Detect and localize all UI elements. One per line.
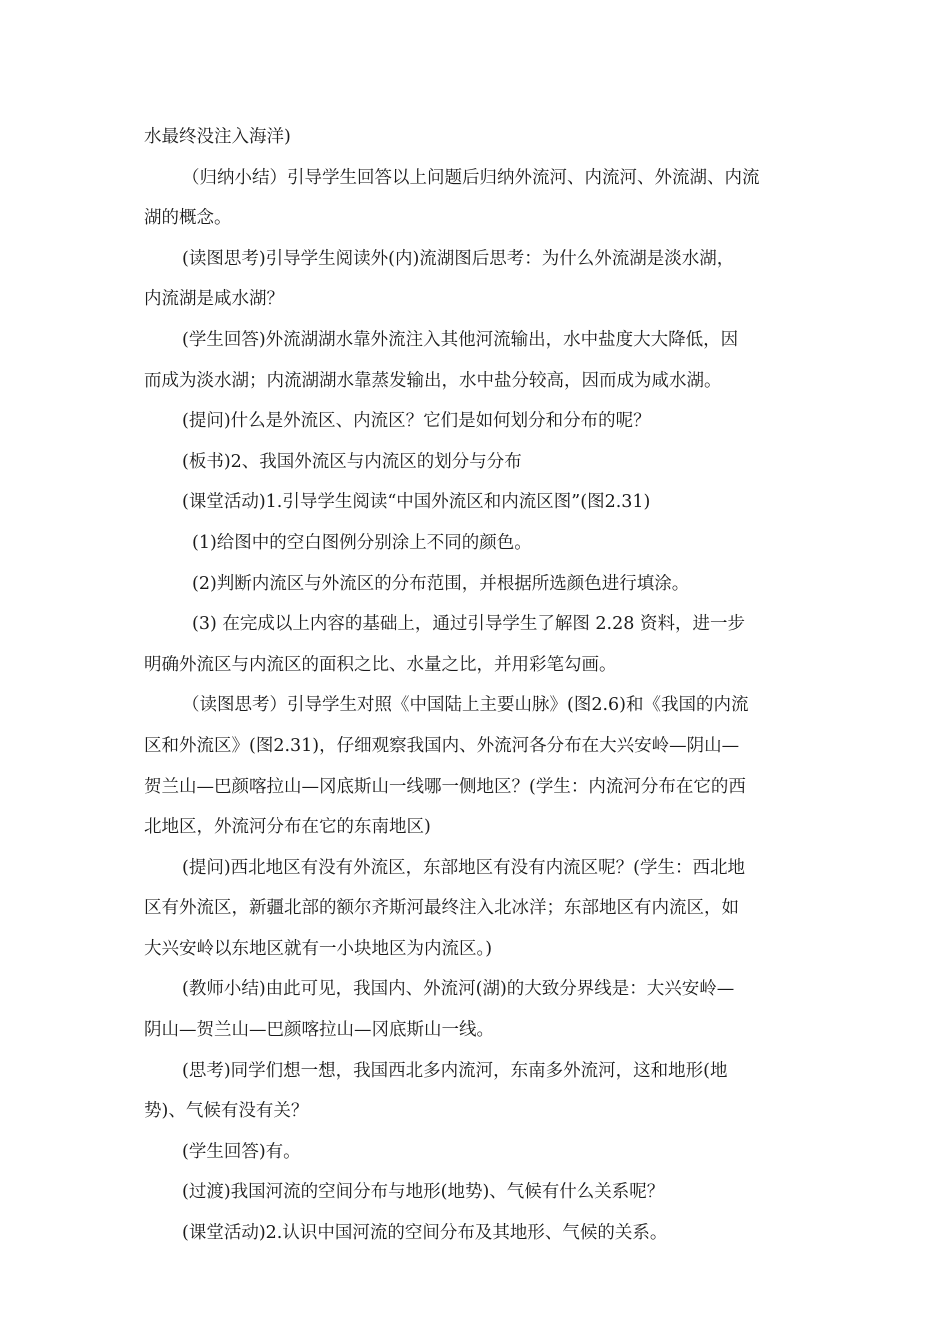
text-line-27: (过渡)我国河流的空间分布与地形(地势)、气候有什么关系呢？ [182, 1182, 665, 1203]
text-line-25: 势)、气候有没有关？ [144, 1101, 309, 1122]
text-line-2: （归纳小结）引导学生回答以上问题后归纳外流河、内流河、外流湖、内流 [182, 167, 760, 188]
text-line-15: （读图思考）引导学生对照《中国陆上主要山脉》(图2.6)和《我国的内流 [182, 695, 749, 716]
text-line-24: (思考)同学们想一想，我国西北多内流河，东南多外流河，这和地形(地 [182, 1060, 728, 1081]
text-line-19: (提问)西北地区有没有外流区，东部地区有没有内流区呢？(学生：西北地 [182, 857, 745, 878]
text-line-4: (读图思考)引导学生阅读外(内)流湖图后思考：为什么外流湖是淡水湖， [182, 248, 735, 269]
text-line-9: (板书)2、我国外流区与内流区的划分与分布 [182, 451, 522, 472]
text-line-28: (课堂活动)2.认识中国河流的空间分布及其地形、气候的关系。 [182, 1223, 668, 1244]
text-line-10: (课堂活动)1.引导学生阅读“中国外流区和内流区图”(图2.31) [182, 492, 651, 513]
text-line-18: 北地区，外流河分布在它的东南地区) [144, 817, 431, 838]
document-body [144, 122, 810, 1259]
text-line-3: 湖的概念。 [144, 208, 232, 229]
text-line-21: 大兴安岭以东地区就有一小块地区为内流区。) [144, 938, 493, 959]
text-line-22: (教师小结)由此可见，我国内、外流河(湖)的大致分界线是：大兴安岭— [182, 979, 735, 1000]
text-line-20: 区有外流区，新疆北部的额尔齐斯河最终注入北冰洋；东部地区有内流区，如 [144, 898, 739, 919]
text-line-11: (1)给图中的空白图例分别涂上不同的颜色。 [192, 532, 532, 553]
text-line-23: 阴山—贺兰山—巴颜喀拉山—冈底斯山一线。 [144, 1020, 494, 1041]
text-line-1: 水最终没注入海洋) [144, 127, 291, 147]
text-line-8: (提问)什么是外流区、内流区？它们是如何划分和分布的呢？ [182, 411, 651, 432]
text-line-16: 区和外流区》(图2.31)，仔细观察我国内、外流河各分布在大兴安岭—阴山— [144, 735, 740, 756]
text-line-26: (学生回答)有。 [182, 1141, 301, 1162]
text-line-7: 而成为淡水湖；内流湖湖水靠蒸发输出，水中盐分较高，因而成为咸水湖。 [144, 370, 722, 391]
text-line-6: (学生回答)外流湖湖水靠外流注入其他河流输出，水中盐度大大降低，因 [182, 329, 739, 350]
text-line-13: (3) 在完成以上内容的基础上，通过引导学生了解图 2.28 资料，进一步 [192, 614, 745, 635]
text-line-5: 内流湖是咸水湖？ [144, 289, 284, 310]
text-line-14: 明确外流区与内流区的面积之比、水量之比，并用彩笔勾画。 [144, 654, 617, 675]
text-line-17: 贺兰山—巴颜喀拉山—冈底斯山一线哪一侧地区？(学生：内流河分布在它的西 [144, 776, 746, 797]
text-line-12: (2)判断内流区与外流区的分布范围，并根据所选颜色进行填涂。 [192, 573, 690, 594]
